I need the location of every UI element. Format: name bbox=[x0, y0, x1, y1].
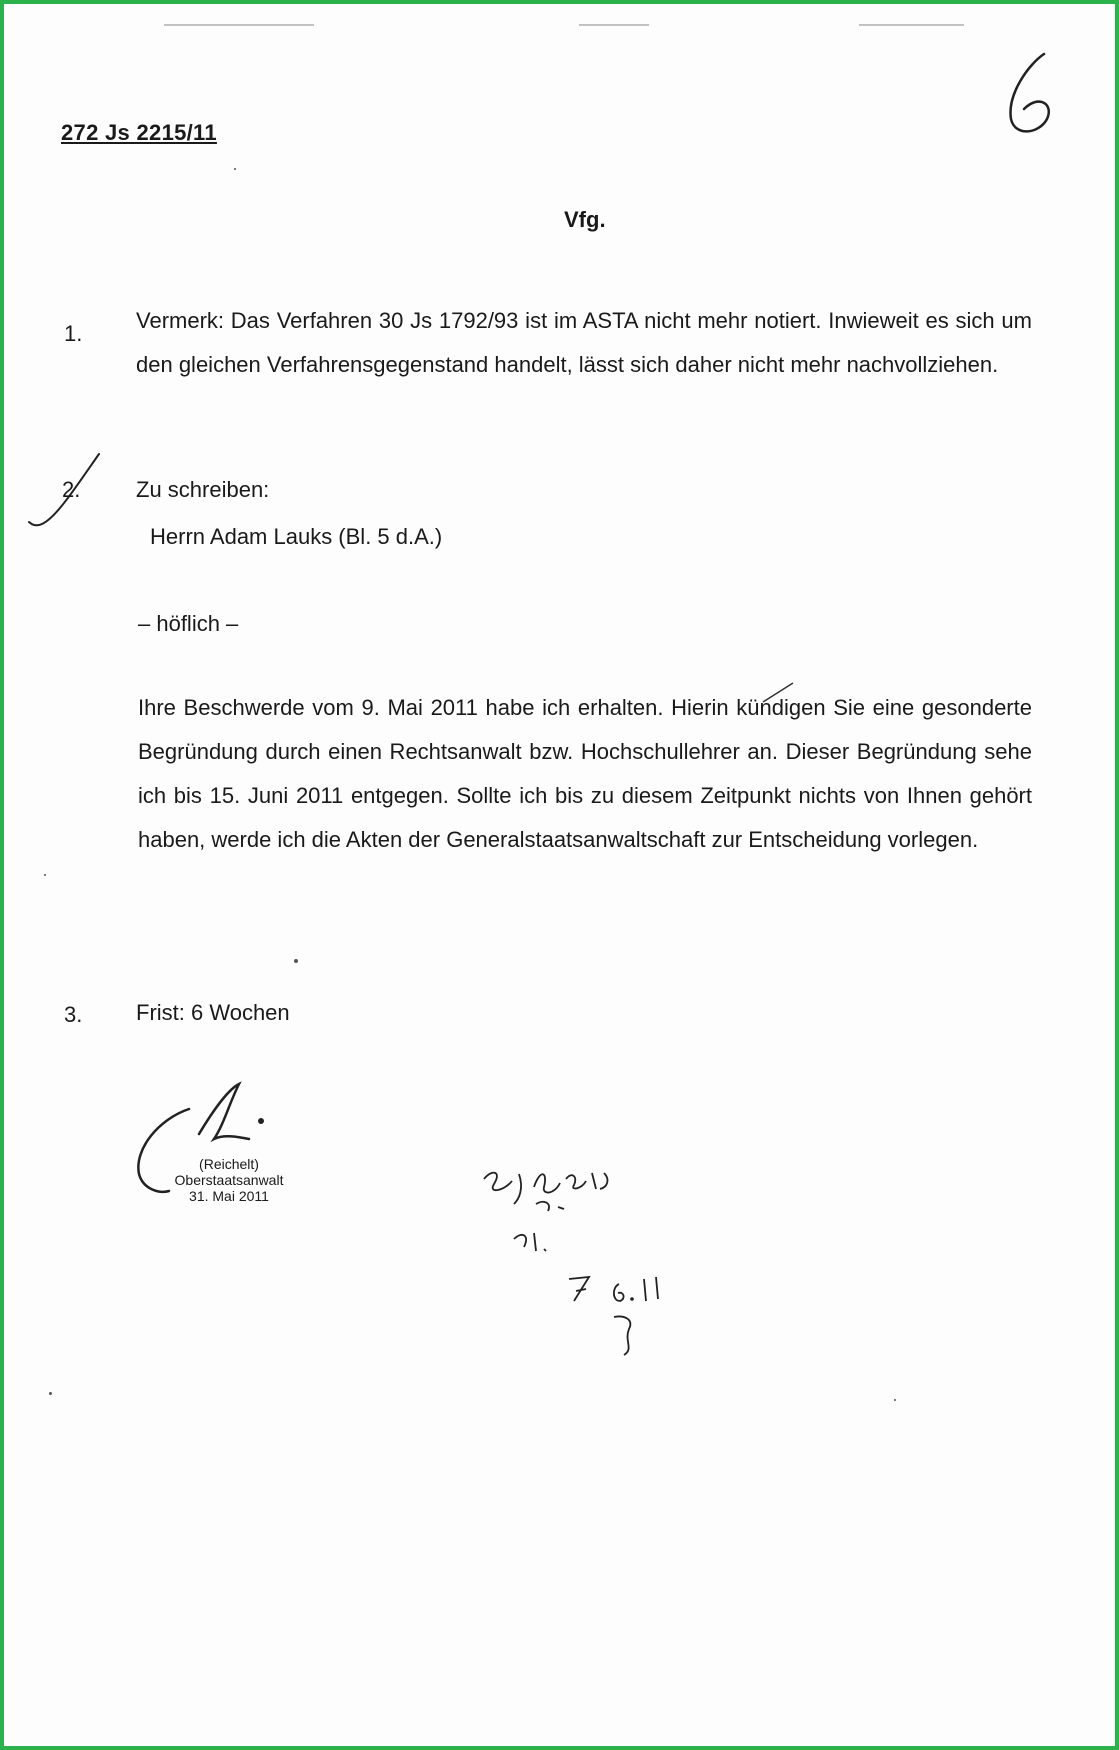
scan-artifact bbox=[579, 24, 649, 26]
scan-artifact bbox=[164, 24, 314, 26]
handwritten-note bbox=[474, 1159, 704, 1359]
letter-text: Ihre Beschwerde vom 9. Mai 2011 habe ich erhalten. Hierin kündigen Sie eine gesonderte Begründung durch einen Rechtsanwalt bzw. Hochschullehrer an. Dieser Begründung sehe ich bis 15. Juni 2011 entgegen. Sollte ich bis zu diesem Zeitpunkt nichts von Ihnen gehört haben, werde ich die Akten der Generalstaatsanwaltschaft zur Entscheidung vorlegen. bbox=[138, 695, 1032, 852]
scan-artifact bbox=[859, 24, 964, 26]
scan-speck bbox=[294, 959, 298, 963]
decree-heading: Vfg. bbox=[564, 207, 606, 232]
scan-speck bbox=[49, 1392, 52, 1395]
salutation-line: – höflich – bbox=[138, 611, 239, 636]
handwritten-page-number bbox=[999, 49, 1069, 139]
signature-date: 31. Mai 2011 bbox=[189, 1188, 269, 1204]
tick-mark bbox=[761, 680, 801, 705]
item-1-text: Vermerk: Das Verfahren 30 Js 1792/93 ist im ASTA nicht mehr notiert. Inwieweit es sich um den gleichen Verfahrensgegenstand handelt, lässt sich daher nicht mehr nachvollziehen. bbox=[136, 308, 1032, 377]
recipient-line: Herrn Adam Lauks (Bl. 5 d.A.) bbox=[150, 524, 443, 549]
scan-speck bbox=[44, 874, 46, 876]
signatory-title: Oberstaatsanwalt bbox=[174, 1172, 284, 1188]
scan-speck bbox=[894, 1399, 896, 1401]
signatory-name: (Reichelt) bbox=[199, 1156, 259, 1172]
item-2-label: Zu schreiben: bbox=[136, 477, 270, 502]
item-1-number: 1. bbox=[64, 321, 83, 346]
scan-speck bbox=[234, 168, 236, 170]
file-reference: 272 Js 2215/11 bbox=[61, 120, 217, 145]
item-2-number: 2. bbox=[62, 477, 81, 502]
item-3-number: 3. bbox=[64, 1002, 83, 1027]
signature-block bbox=[154, 1156, 304, 1204]
item-3-text: Frist: 6 Wochen bbox=[136, 1000, 290, 1025]
